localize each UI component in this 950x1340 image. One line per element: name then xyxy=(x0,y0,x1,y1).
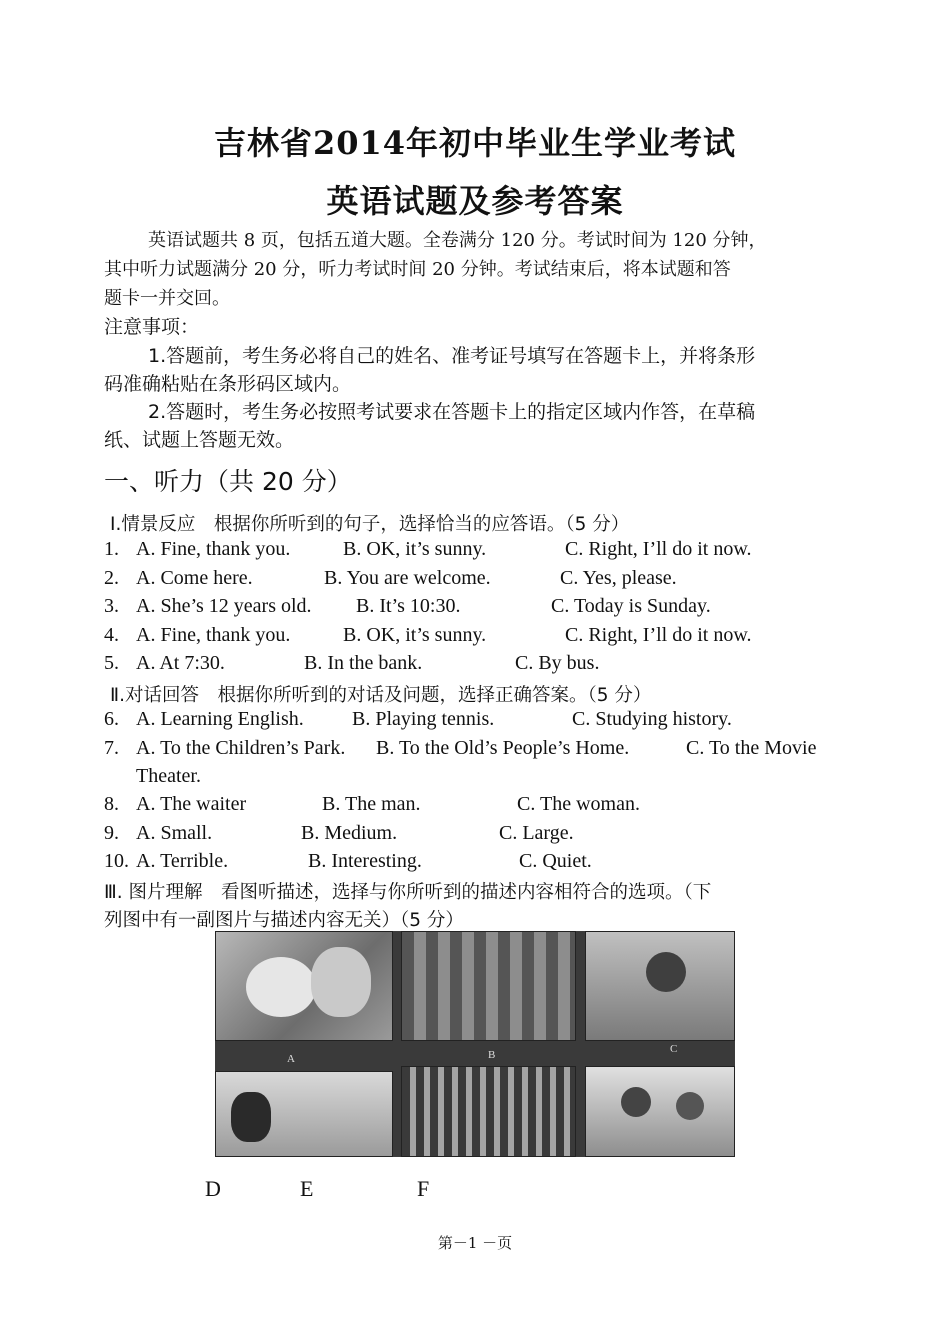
note-1-line-1: 1.答题前，考生务必将自己的姓名、准考证号填写在答题卡上，并将条形 xyxy=(148,345,756,367)
question-number: 9. xyxy=(104,822,119,844)
page-subtitle: 英语试题及参考答案 xyxy=(326,182,624,220)
section-heading-listening: 一、听力（共 20 分） xyxy=(104,467,352,496)
picture-d-dogs xyxy=(215,1071,393,1157)
question-option-b: B. Interesting. xyxy=(308,850,422,872)
question-option-c-continued: Theater. xyxy=(136,765,201,787)
question-option-c: C. Today is Sunday. xyxy=(551,595,711,617)
question-option-b: B. It’s 10:30. xyxy=(356,595,461,617)
page-number: 第－1 －页 xyxy=(437,1234,513,1252)
question-option-c: C. Quiet. xyxy=(519,850,592,872)
picture-c-man-reading xyxy=(585,931,735,1041)
question-option-a: A. The waiter xyxy=(136,793,247,815)
question-option-a: A. Fine, thank you. xyxy=(136,624,291,646)
question-option-b: B. OK, it’s sunny. xyxy=(343,624,487,646)
question-option-a: A. To the Children’s Park. xyxy=(136,737,346,759)
question-option-c: C. Right, I’ll do it now. xyxy=(565,624,752,646)
picture-label-f: F xyxy=(417,1176,430,1201)
part-1-heading: Ⅰ.情景反应 根据你所听到的句子，选择恰当的应答语。（5 分） xyxy=(110,514,630,535)
question-option-b: B. To the Old’s People’s Home. xyxy=(376,737,630,759)
question-option-a: A. Learning English. xyxy=(136,708,304,730)
note-1-line-2: 码准确粘贴在条形码区域内。 xyxy=(104,373,352,395)
question-number: 10. xyxy=(104,850,129,872)
question-option-c: C. To the Movie xyxy=(686,737,817,759)
question-number: 4. xyxy=(104,624,119,646)
question-option-b: B. Playing tennis. xyxy=(352,708,495,730)
part-3-heading-line-1: Ⅲ. 图片理解 看图听描述，选择与你所听到的描述内容相符合的选项。（下 xyxy=(104,882,712,903)
notes-heading: 注意事项： xyxy=(104,316,200,338)
intro-line-3: 题卡一并交回。 xyxy=(104,288,230,309)
intro-line-1: 英语试题共 8 页，包括五道大题。全卷满分 120 分。考试时间为 120 分钟， xyxy=(148,230,767,251)
question-option-a: A. At 7:30. xyxy=(136,652,225,674)
picture-label-d: D xyxy=(205,1176,221,1201)
question-number: 6. xyxy=(104,708,119,730)
picture-label-e: E xyxy=(300,1176,314,1201)
question-option-c: C. Yes, please. xyxy=(560,567,677,589)
question-option-c: C. The woman. xyxy=(517,793,640,815)
picture-f-students xyxy=(585,1066,735,1157)
question-option-c: C. Large. xyxy=(499,822,574,844)
question-number: 3. xyxy=(104,595,119,617)
question-number: 8. xyxy=(104,793,119,815)
question-option-b: B. OK, it’s sunny. xyxy=(343,538,487,560)
pictures-grid xyxy=(215,931,735,1157)
picture-label-a: A xyxy=(287,1053,295,1065)
picture-label-b: B xyxy=(488,1049,496,1061)
question-number: 1. xyxy=(104,538,119,560)
question-option-a: A. Small. xyxy=(136,822,213,844)
note-2-line-1: 2.答题时，考生务必按照考试要求在答题卡上的指定区域内作答，在草稿 xyxy=(148,401,756,423)
question-number: 2. xyxy=(104,567,119,589)
question-option-b: B. The man. xyxy=(322,793,421,815)
question-option-c: C. Right, I’ll do it now. xyxy=(565,538,752,560)
page-title: 吉林省2014年初中毕业生学业考试 xyxy=(213,124,737,162)
intro-line-2: 其中听力试题满分 20 分，听力考试时间 20 分钟。考试结束后，将本试题和答 xyxy=(104,259,731,280)
question-option-a: A. She’s 12 years old. xyxy=(136,595,312,617)
question-option-a: A. Fine, thank you. xyxy=(136,538,291,560)
question-option-c: C. By bus. xyxy=(515,652,600,674)
question-option-a: A. Terrible. xyxy=(136,850,229,872)
question-number: 5. xyxy=(104,652,119,674)
question-number: 7. xyxy=(104,737,119,759)
question-option-c: C. Studying history. xyxy=(572,708,732,730)
picture-b-computer-room xyxy=(401,931,576,1041)
part-2-heading: Ⅱ.对话回答 根据你所听到的对话及问题，选择正确答案。（5 分） xyxy=(110,685,652,706)
question-option-b: B. You are welcome. xyxy=(324,567,491,589)
picture-e-forest xyxy=(401,1066,576,1157)
part-3-heading-line-2: 列图中有一副图片与描述内容无关）（5 分） xyxy=(104,910,464,931)
question-option-b: B. In the bank. xyxy=(304,652,423,674)
question-option-b: B. Medium. xyxy=(301,822,398,844)
question-option-a: A. Come here. xyxy=(136,567,253,589)
picture-a-girl-with-dog xyxy=(215,931,393,1041)
note-2-line-2: 纸、试题上答题无效。 xyxy=(104,429,295,451)
picture-label-c: C xyxy=(670,1043,678,1055)
